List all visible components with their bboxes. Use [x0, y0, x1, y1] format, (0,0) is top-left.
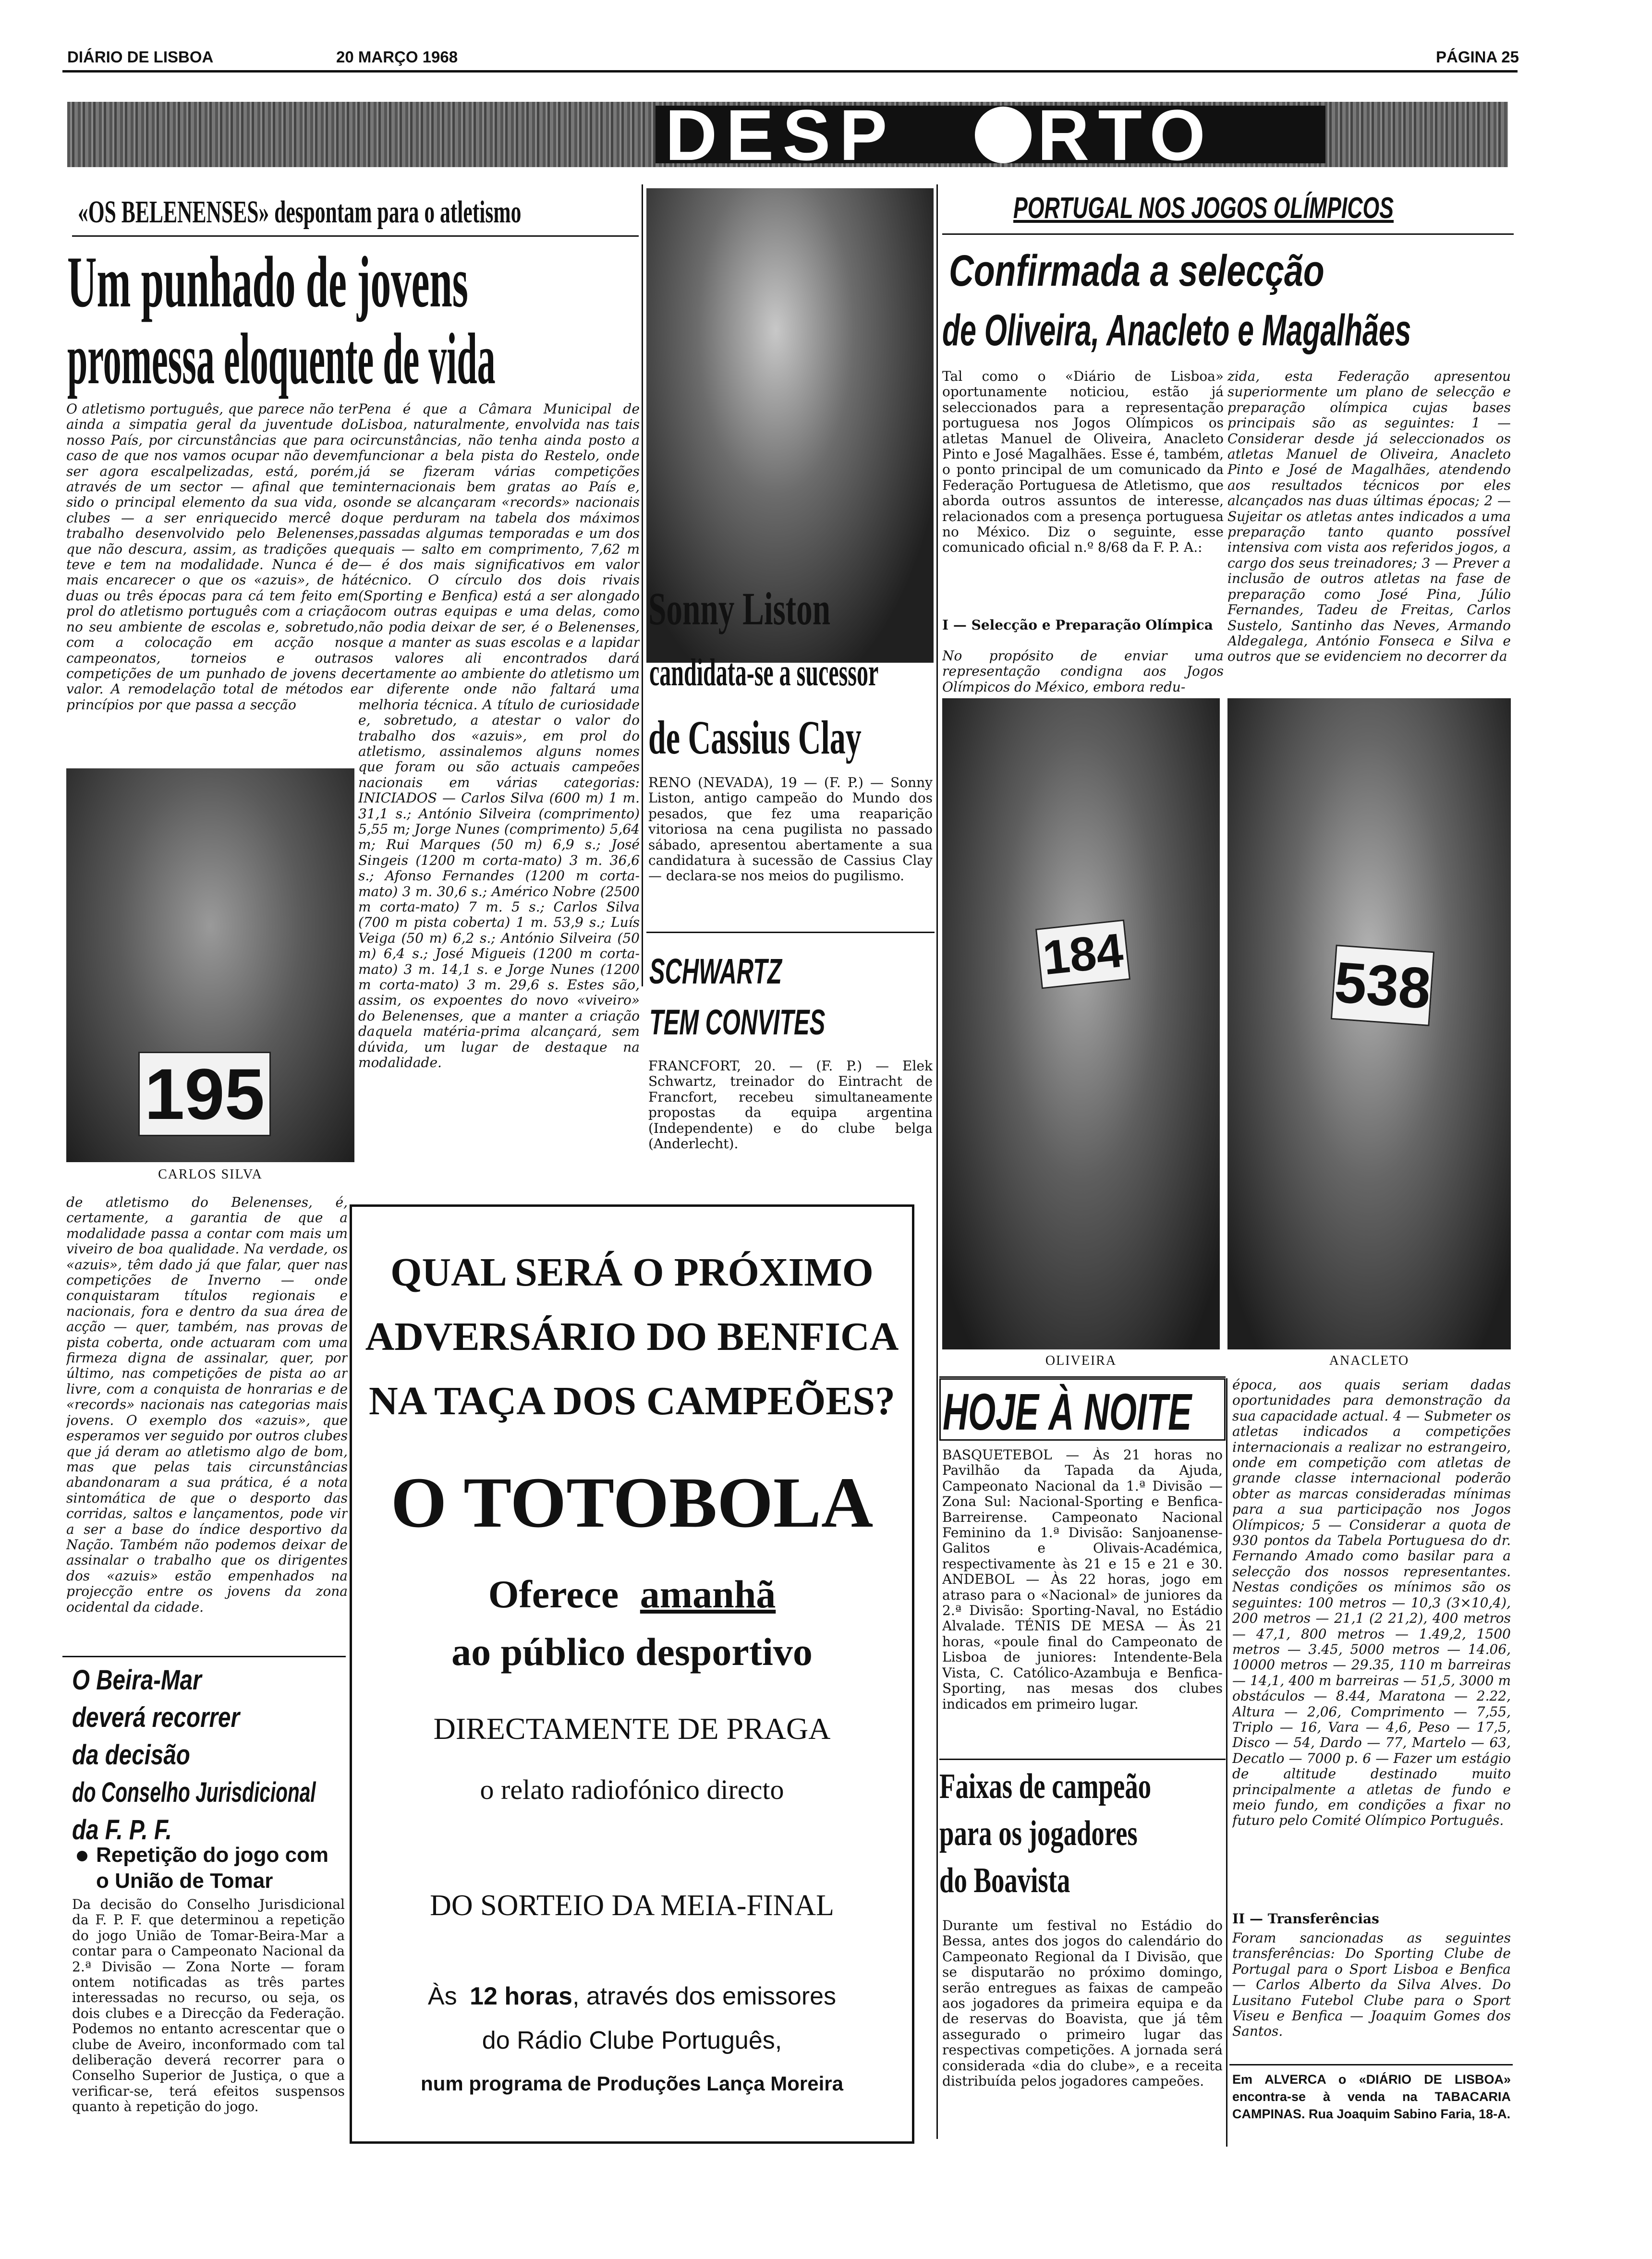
column-rule — [642, 184, 643, 986]
column-rule — [936, 184, 938, 2139]
section-banner — [67, 95, 1508, 175]
ball-icon — [975, 107, 1032, 163]
olympics-headline-2: de Oliveira, Anacleto e Magalhães — [942, 306, 1411, 355]
photo-caption: CARLOS SILVA — [158, 1167, 263, 1182]
advert-as: Às — [427, 1982, 457, 2010]
belenenses-col2: Pena é que a Câmara Municipal de Lisboa, naturalmente, envolvida nas tais circunstâncias, não tenha ainda posto a funcionar a bela pista do Restelo, onde já se fizeram várias competições internacionais bem gratas ao País e, onde se alcançaram «records» nacionais que perduram na tabela dos máximos passadas algumas temporadas e um dos quais — salto em comprimento, 7,62 m — é dos mais significativos em valor técnico. O círculo dos dois rivais (Sporting e Benfica) está a ser alongado com outras equipas e uma delas, como não podia deixar de ser, é o Belenenses, que a manter as suas escolas e a lapidar os valores ali encontrados dará certamente ao ambiente do atletismo um ar diferente onde não faltará uma melhoria técnica. A título de curiosidade e, sobretudo, a atestar o valor do trabalho dos «azuis», em prol do atletismo, assinalemos alguns nomes que foram ou são actuais campeões nacionais em várias categorias: INICIADOS — Carlos Silva (600 m) 1 m. 31,1 s.; António Silveira (comprimento) 5,55 m; Jorge Nunes (comprimento) 5,64 m; Rui Marques (50 m) 6,9 s.; José Singeis (1200 m corta-mato) 3 m. 36,6 s.; Afonso Fernandes (1200 m corta-mato) 3 m. 30,6 s.; Américo Nobre (2500 m corta-mato) 7 m. 5 s.; Carlos Silva (700 m pista coberta) 1 m. 53,9 s.; Luís Veiga (50 m) 6,2 s.; António Silveira (50 m) 6,4 s.; José Migueis (1200 m corta-mato) 3 m. 14,1 s. e Jorge Nunes (1200 m corta-mato) 3 m. 29,6 s. Estes são, assim, os expoentes do novo «viveiro» do Belenenses, que a manter a criação daquela matéria-prima alcançará, sem dúvida, um lugar de destaque na modalidade. — [358, 401, 640, 1071]
bib-number: 538 — [1331, 945, 1434, 1026]
beiramar-headline-line: deverá recorrer — [72, 1702, 240, 1733]
advert-emitters: , através dos emissores — [572, 1982, 837, 2010]
schwartz-headline-1: SCHWARTZ — [649, 951, 782, 991]
liston-text: RENO (NEVADA), 19 — (F. P.) — Sonny Liston, antigo campeão do Mundo dos pesados, que fez uma reaparição vitoriosa na cena pugilista no passado sábado, apresentou abertamente a sua candidatura à sucessão de Cassius Clay — declara-se nos meios do pugilismo. — [648, 775, 933, 884]
hoje-text: BASQUETEBOL — Às 21 horas no Pavilhão da Tapada da Ajuda, Campeonato Nacional da 1.ª Divisão — Zona Sul: Nacional-Sporting e Benfica-Barreirense. Campeonato Nacional Feminino da 1.ª Divisão: Sanjoanense-Galitos e Olivais-Académica, respectivamente às 21 e 15 e 21 e 30. ANDEBOL — Às 22 horas, jogo em atraso para o «Nacional» de juniores da 2.ª Divisão: Sporting-Naval, no Estádio Alvalade. TÉNIS DE MESA — Às 21 horas, «poule final do Campeonato de Lisboa de juniores: Intendente-Bela Vista, C. Católico-Azambuja e Benfica-Sporting, nas mesas dos clubes indicados em primeiro lugar. — [942, 1447, 1223, 1712]
bullet-icon — [77, 1851, 87, 1861]
photo-carlos-silva — [66, 768, 354, 1162]
totobola-advert — [350, 1204, 914, 2144]
article-rule — [62, 1656, 346, 1657]
olympics-kicker: PORTUGAL NOS JOGOS OLÍMPICOS — [1013, 192, 1394, 225]
liston-headline-1: Sonny Liston — [648, 583, 831, 634]
issue-date: 20 MARÇO 1968 — [336, 48, 458, 66]
olympics-col2-continued: época, aos quais seriam dadas oportunidades para demonstração da sua capacidade actual. 4 — Submeter os atletas indicados a competições internacionais a realizar no estrangeiro, onde em competição com atletas de grande classe internacional poderão obter as marcas consideradas mínimas para a sua participação nos Jogos Olímpicos; 5 — Considerar a quota de 930 pontos da Tabela Portuguesa do dr. Fernando Amado como basilar para a selecção dos nossos representantes. Nestas condições os mínimos são os seguintes: 100 metros — 10,3 (3×10,4), 200 metros — 21,1 (2 21,2), 400 metros — 47,1, 800 metros — 1.49,2, 1500 metros — 3.45, 5000 metros — 14.06, 10000 metros — 29.35, 110 m barreiras — 14,1, 400 m barreiras — 51,5, 3000 m obstáculos — 8.44, Maratona — 2.22, Altura — 2,06, Comprimento — 7,55, Triplo — 16, Vara — 4,6, Peso — 17,5, Disco — 54, Dardo — 77, Martelo — 63, Decatlo — 7000 p. 6 — Fazer um estágio de altitude destinado muito principalmente a atletas de fundo e meio fundo, em condições a fixar no futuro pelo Comité Olímpico Português. — [1232, 1377, 1511, 1829]
liston-headline-3: de Cassius Clay — [648, 711, 862, 764]
bib-number: 184 — [1035, 920, 1130, 989]
belenenses-kicker: «OS BELENENSES» despontam para o atletismo — [78, 194, 522, 230]
notice-rule — [1229, 2064, 1513, 2065]
advert-line-10 — [352, 1982, 912, 2011]
page-number: PÁGINA 25 — [1436, 48, 1519, 66]
newspaper-name: DIÁRIO DE LISBOA — [67, 48, 214, 66]
advert-line-2: ADVERSÁRIO DO BENFICA — [365, 1314, 899, 1359]
masthead-rule — [62, 70, 1518, 73]
photo-oliveira — [942, 698, 1220, 1349]
article-rule — [646, 932, 935, 933]
advert-line-5 — [352, 1572, 912, 1617]
advert-line-8: o relato radiofónico directo — [480, 1774, 784, 1805]
advert-time: 12 horas — [470, 1982, 572, 2010]
photo-caption: ANACLETO — [1329, 1353, 1409, 1368]
hoje-headline-box — [939, 1378, 1226, 1441]
advert-line-7: DIRECTAMENTE DE PRAGA — [433, 1712, 831, 1746]
beiramar-headline-line: da F. P. F. — [72, 1814, 172, 1846]
hoje-headline: HOJE À NOITE — [943, 1383, 1192, 1441]
belenenses-col1: O atletismo português, que parece não ter ainda a simpatia geral da juventude do nosso País, por circunstâncias que para o caso de que nos vamos ocupar não devem ser agora escalpelizadas, está, porém, através de um sector — afinal que tem sido o principal elemento da sua vida, os clubes — a ser enriquecido mercê do trabalho desenvolvido pelo Belenenses, que não descura, assim, as tradições que teve e tem na modalidade. Nunca é de mais encarecer o que os «azuis», de há duas ou três épocas para cá tem feito em prol do atletismo português com a criação no seu ambiente de escolas e, sobretudo, com a colocação em acção nos campeonatos, torneios e outras competições de um punhado de jovens de valor. A remodelação total de métodos e princípios por que passa a secção — [66, 401, 358, 713]
beiramar-headline-line: da decisão — [72, 1739, 190, 1771]
kicker-rule — [942, 233, 1514, 235]
kicker-rule — [72, 235, 639, 237]
boavista-text: Durante um festival no Estádio do Bessa, antes dos jogos do calendário do Campeonato Regional da I Divisão, que se disputarão no próximo domingo, serão entregues as faixas de campeão aos jogadores da primeira equipa e da de reservas do Boavista, que já têm assegurado o primeiro lugar das respectivas competições. A jornada será considerada «dia do clube», e a receita distribuída pelos jogadores campeões. — [942, 1918, 1223, 2089]
photo-anacleto — [1227, 698, 1511, 1349]
bib-number: 195 — [138, 1052, 271, 1136]
article-rule — [939, 1759, 1226, 1760]
advert-line-3: NA TAÇA DOS CAMPEÕES? — [368, 1379, 896, 1423]
schwartz-text: FRANCFORT, 20. — (F. P.) — Elek Schwartz, treinador do Eintracht de Francfort, recebeu simultaneamente propostas da equipa argentina (Independente) e do clube belga (Anderlecht). — [648, 1058, 933, 1152]
beiramar-subhead-1: Repetição do jogo com — [96, 1843, 329, 1867]
article-rule — [939, 1376, 1226, 1378]
olympics-section-1-title: I — Selecção e Preparação Olímpica — [942, 617, 1213, 633]
beiramar-subhead-2: o União de Tomar — [96, 1869, 273, 1893]
olympics-col1: Tal como o «Diário de Lisboa» oportunamente noticiou, estão já seleccionados para a representação portuguesa nos Jogos Olímpicos os atletas Manuel de Oliveira, Anacleto Pinto e José Magalhães. Esse é, também, o ponto principal de um comunicado da Federação Portuguesa de Atletismo, que aborda outros assuntos de interesse, relacionados com a presença portuguesa no México. Diz o seguinte, esse comunicado oficial n.º 8/68 da F. P. A.: — [942, 369, 1224, 556]
olympics-col2: zida, esta Federação apresentou superiormente um plano de selecção e preparação olímpica cujas bases principais são as seguintes: 1 — Considerar desde já seleccionados os atletas Manuel de Oliveira, Anacleto Pinto e José de Magalhães, atendendo aos resultados técnicos por eles alcançados nas duas últimas épocas; 2 — Sujeitar os atletas antes indicados a uma preparação tanto quanto possível intensiva com vista aos referidos jogos, a cargo dos seus treinadores; 3 — Prever a inclusão de outros atletas na fase de preparação como José Pina, Júlio Fernandes, Tadeu de Freitas, Carlos Sustelo, Santinho das Neves, Armando Aldegalega, António Fonseca e Silva e outros que se evidenciem no decorrer da — [1227, 369, 1511, 665]
beiramar-headline-line: do Conselho Jurisdicional — [72, 1777, 316, 1808]
boavista-headline-2: para os jogadores — [939, 1814, 1138, 1853]
advert-line-9: DO SORTEIO DA MEIA-FINAL — [430, 1889, 834, 1922]
advert-amanha: amanhã — [640, 1572, 776, 1616]
beiramar-headline-line: O Beira-Mar — [72, 1664, 202, 1696]
banner-title-right: RTO — [1037, 95, 1214, 175]
beiramar-text: Da decisão do Conselho Jurisdicional da F. P. F. que determinou a repetição do jogo União de Tomar-Beira-Mar a contar para o Campeonato Nacional da 2.ª Divisão — Zona Norte — foram ontem notificadas as três partes interessadas no recurso, ou seja, os dois clubes e a Direcção da Federação. Podemos no entanto acrescentar que o clube de Aveiro, inconformado com tal deliberação deverá recorrer para o Conselho Superior de Justiça, o que a verificar-se, terá efeitos suspensos quanto à repetição do jogo. — [72, 1897, 345, 2115]
advert-totobola: O TOTOBOLA — [390, 1463, 874, 1542]
advert-line-6: ao público desportivo — [451, 1630, 813, 1674]
boavista-headline-1: Faixas de campeão — [939, 1767, 1152, 1806]
liston-headline-2: candidata-se a sucessor — [649, 652, 879, 694]
beiramar-headline — [72, 1662, 351, 1849]
schwartz-headline-2: TEM CONVITES — [649, 1002, 826, 1042]
advert-oferece: Oferece — [488, 1572, 619, 1616]
olympics-section-2-title: II — Transferências — [1232, 1911, 1379, 1927]
boavista-headline-3: do Boavista — [939, 1861, 1070, 1900]
olympics-section-2-text: Foram sancionadas as seguintes transferências: Do Sporting Clube de Portugal para o Sport Lisboa e Benfica — Carlos Alberto da Silva Alves. Do Lusitano Futebol Clube para o Sport Viseu e Benfica — Joaquim Gomes dos Santos. — [1232, 1931, 1511, 2040]
alverca-notice: Em ALVERCA o «DIÁRIO DE LISBOA» encontra-se à venda na TABACARIA CAMPINAS. Rua Joaquim Sabino Faria, 18-A. — [1232, 2072, 1511, 2121]
belenenses-col1-continued: de atletismo do Belenenses, é, certamente, a garantia de que a modalidade passa a contar com mais um viveiro de boa qualidade. Na verdade, os «azuis», têm dado já que falar, quer nas competições de Inverno — onde conquistaram títulos regionais e nacionais, fora e dentro da sua área de acção — quer, também, nas provas de pista coberta, onde actuaram com uma firmeza digna de assinalar, quer, por último, nas competições de pista ao ar livre, com a conquista de honrarias e de «records» nacionais nas categorias mais jovens. O exemplo dos «azuis», que esperamos ver seguido por outros clubes que já deram ao atletismo algo de bom, mas que pelas tais circunstâncias abandonaram a sua prática, é a nota sintomática de que o desporto das corridas, saltos e lançamentos, pode vir a ser a base do índice desportivo da Nação. Também não podemos deixar de assinalar o trabalho que os dirigentes dos «azuis» estão empenhados na projecção entre os jovens da zona ocidental da cidade. — [66, 1195, 348, 1615]
advert-line-11: do Rádio Clube Português, — [482, 2027, 782, 2054]
belenenses-headline-1: Um punhado de jovens — [67, 242, 468, 322]
advert-line-12: num programa de Produções Lança Moreira — [421, 2072, 843, 2095]
column-rule — [1226, 1378, 1227, 2147]
olympics-headline-1: Confirmada a selecção — [949, 246, 1324, 295]
banner-title-left: DESP — [665, 95, 896, 175]
advert-line-1: QUAL SERÁ O PRÓXIMO — [390, 1250, 874, 1295]
belenenses-headline-2: promessa eloquente de vida — [67, 318, 496, 399]
olympics-section-1-text: No propósito de enviar uma representação condigna aos Jogos Olímpicos do México, embora redu- — [942, 648, 1224, 695]
photo-caption: OLIVEIRA — [1045, 1353, 1117, 1368]
